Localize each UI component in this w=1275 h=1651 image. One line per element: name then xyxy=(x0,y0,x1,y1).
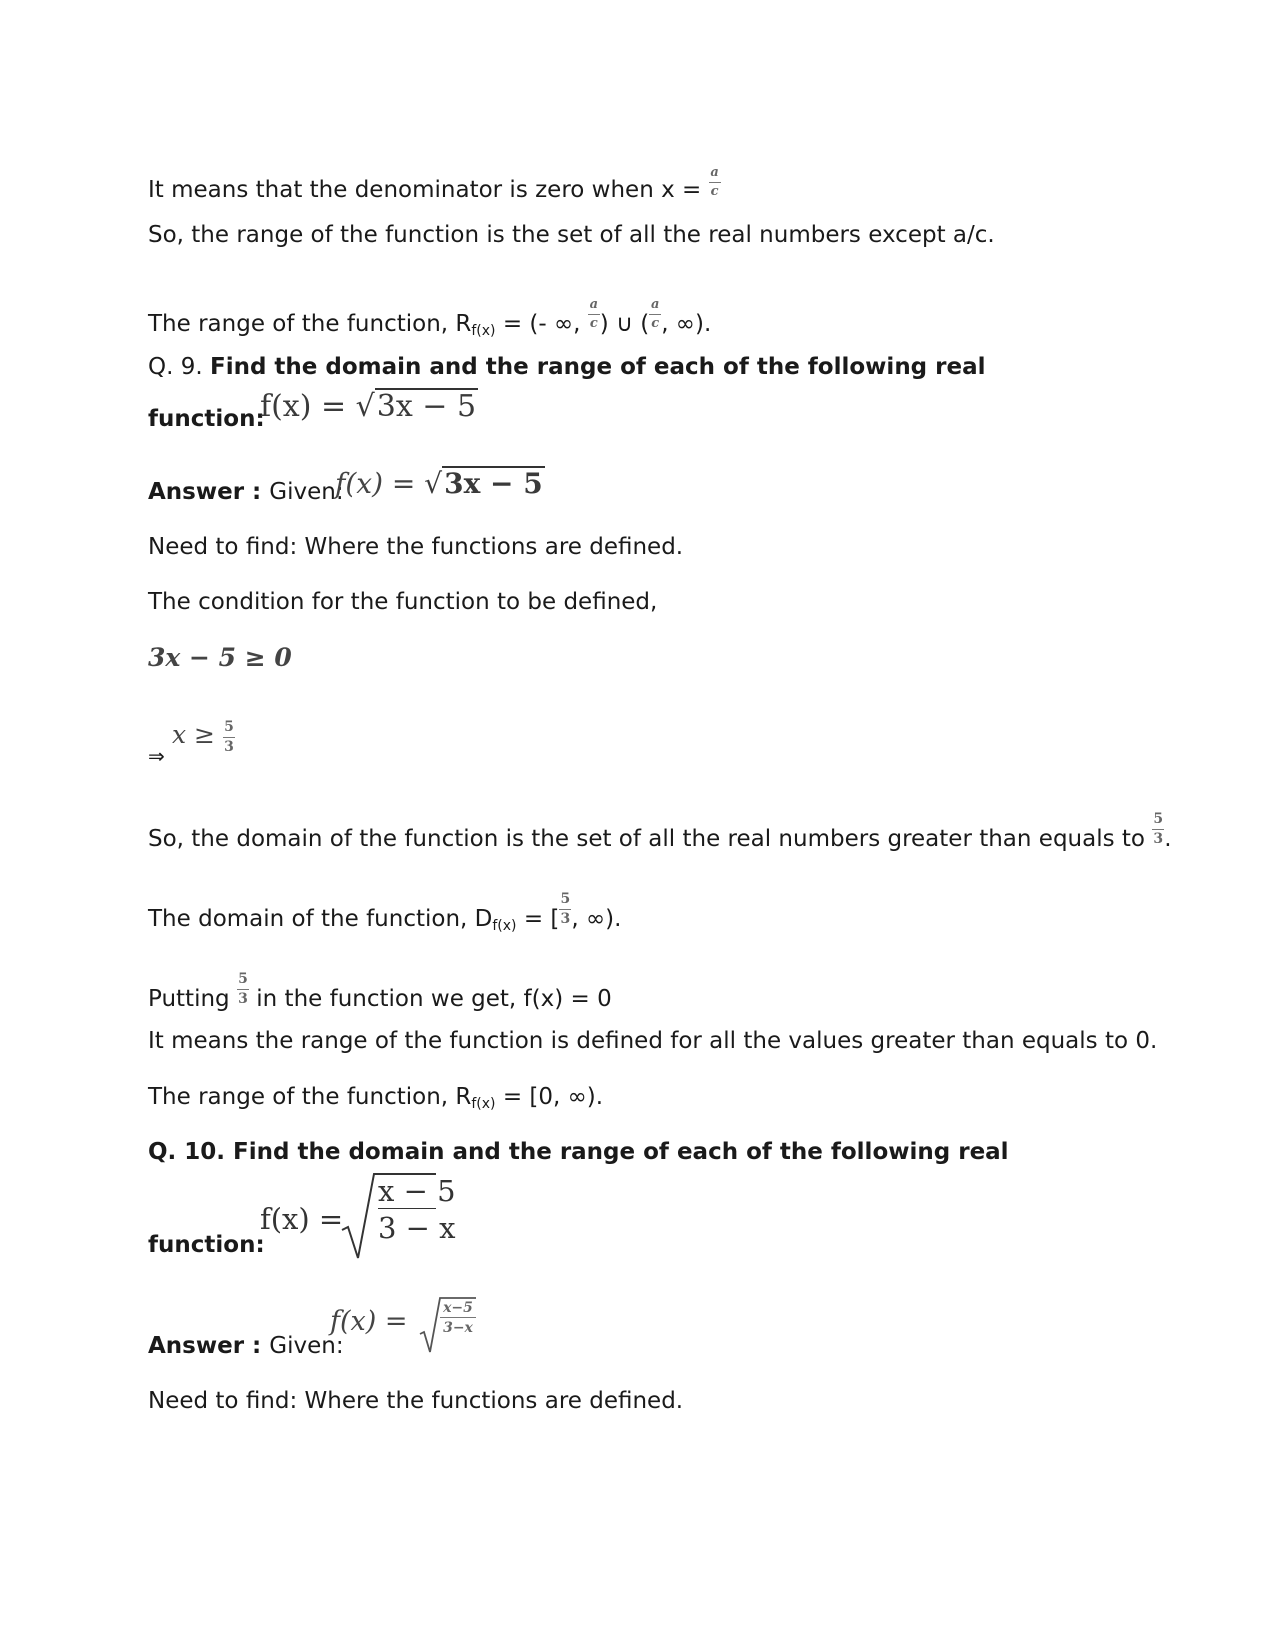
fraction-a-over-c: $\frac{a}{c}$ xyxy=(710,165,719,199)
question-10-function-label: function: xyxy=(148,1232,265,1258)
need-to-find-line-2: Need to find: Where the functions are defined. xyxy=(148,1388,684,1414)
document-page: It means that the denominator is zero when x = $\frac{a}{c}$ So, the range of the function is the set of all the real numbers except a/c. The range of the function, Rf(x) = (- ∞, $\frac{a}{c}$ ) ∪ ( $\frac{a}{c}$ , ∞). Q. 9. Find the domain and the range of each of the following real function: f(x) = √3x − 5 Answer : Given: f(x) = √3x − 5 Need to find: Where the functions are defined. The condition for the function to be defined, 3x − 5 ≥ 0 ⇒ x ≥ $\frac{5}{3}$ So, the domain of the function is the set of all the real numbers greater than equals to $\frac{5}{3}$ . The domain of the function, Df(x) = [ $\frac{5}{3}$ , ∞). Putting $\frac{5}{3}$ in the function we get, f(x) = 0 It means the range of the function is defined for all the values greater than equals to 0. The range of the function, Rf(x) = [0, ∞). Q. 10. Find the domain and the range of each of the following real function: f(x) = x − 5 3 − x Answer : Given: f(x) = x−5 3−x Need to find: Where the functions are defined. xyxy=(148,165,1172,1414)
fraction-5-over-3: $\frac{5}{3}$ xyxy=(1153,811,1164,847)
fraction-a-over-c: $\frac{a}{c}$ xyxy=(589,297,598,331)
range-result-line: The range of the function, Rf(x) = [0, ∞). xyxy=(148,1084,604,1112)
domain-sentence: So, the domain of the function is the set of all the real numbers greater than equals to $\frac{5}{3}$ . xyxy=(148,811,1172,852)
text-line: So, the range of the function is the set of all the real numbers except a/c. xyxy=(148,222,995,248)
question-9-function-label: function: xyxy=(148,406,265,432)
answer-9-formula: f(x) = √3x − 5 xyxy=(335,467,543,500)
radicand-fraction: x−5 3−x xyxy=(440,1299,476,1338)
domain-line: The domain of the function, Df(x) = [ $\frac{5}{3}$ , ∞). xyxy=(148,891,622,934)
answer-10-line: Answer : Given: xyxy=(148,1333,344,1359)
putting-line: Putting $\frac{5}{3}$ in the function we get, f(x) = 0 xyxy=(148,971,612,1012)
question-9-heading: Q. 9. Find the domain and the range of each of the following real xyxy=(148,354,986,380)
radicand-fraction: x − 5 3 − x xyxy=(378,1174,456,1245)
inequality: 3x − 5 ≥ 0 xyxy=(148,643,292,672)
text-line xyxy=(148,166,721,204)
question-9-formula: f(x) = √3x − 5 xyxy=(260,389,477,424)
text: It means that the denominator is zero when x = xyxy=(148,177,709,203)
range-line: The range of the function, Rf(x) = (- ∞, $\frac{a}{c}$ ) ∪ ( $\frac{a}{c}$ , ∞). xyxy=(148,297,712,339)
fraction-5-over-3: $\frac{5}{3}$ xyxy=(560,891,571,927)
condition-line: The condition for the function to be defined, xyxy=(148,589,658,615)
fraction-5-over-3: $\frac{5}{3}$ xyxy=(224,719,234,755)
inequality-2: x ≥ $\frac{5}{3}$ xyxy=(172,719,234,755)
implies-arrow: ⇒ xyxy=(148,744,165,768)
fraction-5-over-3: $\frac{5}{3}$ xyxy=(238,971,248,1007)
answer-9-line: Answer : Given: xyxy=(148,479,344,505)
need-to-find-line: Need to find: Where the functions are defined. xyxy=(148,534,684,560)
means-line: It means the range of the function is defined for all the values greater than equals to 0. xyxy=(148,1028,1158,1054)
question-10-heading: Q. 10. Find the domain and the range of each of the following real xyxy=(148,1139,1009,1165)
fraction-a-over-c: $\frac{a}{c}$ xyxy=(650,297,660,331)
